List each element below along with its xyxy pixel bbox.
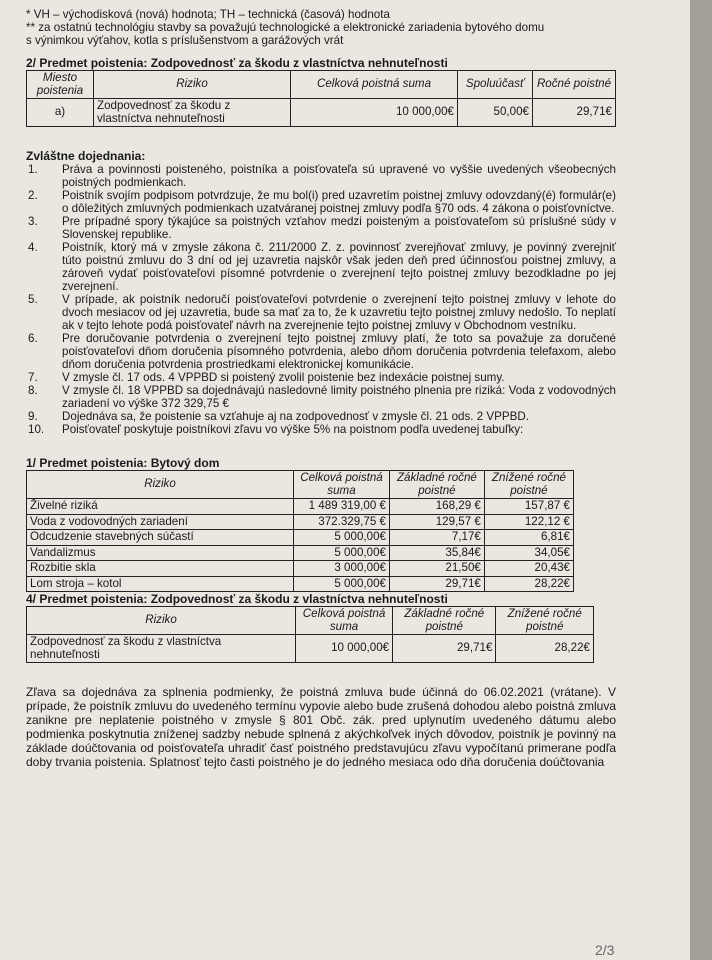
cell-base: 7,17€ bbox=[389, 530, 484, 546]
list-item bbox=[26, 163, 616, 189]
header-sum: Celková poistná suma bbox=[296, 607, 393, 635]
footnote-exceptions: s výnimkou výťahov, kotla s príslušenstvom a garážových vrát bbox=[26, 34, 344, 47]
item-text: Dojednáva sa, že poistenie sa vzťahuje aj na zodpovednosť v zmysle čl. 21 ods. 2 VPPBD. bbox=[62, 410, 529, 423]
table-row bbox=[27, 545, 574, 561]
table-row bbox=[27, 635, 594, 663]
cell-risk: Rozbitie skla bbox=[27, 561, 294, 577]
list-item bbox=[26, 371, 616, 384]
cell-sum: 372.329,75 € bbox=[294, 514, 390, 530]
header-base: Základné ročné poistné bbox=[393, 607, 496, 635]
item-text: V prípade, ak poistník nedoručí poisťovateľovi potvrdenie o zverejnení tejto poistnej zmluvy v lehote do dvoch mesiacov od jej uzavretia, bude sa mať za to, že k uzavretiu tejto poistnej zmluvy nedošlo. To neplatí ak v tejto lehote podá poisťovateľ návrh na zverejnenie tejto poistnej zmluvy v Obchodnom vestníku. bbox=[62, 293, 616, 332]
header-risk: Riziko bbox=[94, 71, 291, 99]
cell-risk: Odcudzenie stavebných súčastí bbox=[27, 530, 294, 546]
special-list bbox=[26, 163, 616, 436]
header-place: Miesto poistenia bbox=[27, 71, 94, 99]
cell-deductible: 50,00€ bbox=[458, 99, 533, 127]
item-text: Pre doručovanie potvrdenia o zverejnení tejto poistnej zmluvy platí, že toto sa považuje za doručené poisťovateľovi dňom doručenia písomného potvrdenia, alebo dňom doručenia potvrdenia telefaxom, alebo dňom doručenia potvrdenia prostriedkami elektronickej komunikácie. bbox=[62, 332, 616, 371]
header-sum: Celková poistná suma bbox=[291, 71, 458, 99]
footnote-technology: ** za ostatnú technológiu stavby sa považujú technologické a elektronické zariadenia bytového domu bbox=[26, 21, 545, 34]
cell-base: 129,57 € bbox=[389, 514, 484, 530]
list-item bbox=[26, 410, 616, 423]
cell-base: 21,50€ bbox=[389, 561, 484, 577]
cell-base: 29,71€ bbox=[393, 635, 496, 663]
item-number: 7. bbox=[28, 371, 38, 384]
item-number: 1. bbox=[28, 163, 38, 176]
section2-table bbox=[26, 70, 616, 127]
table-row bbox=[27, 499, 574, 515]
cell-reduced: 28,22€ bbox=[484, 576, 573, 592]
closing-paragraph: Zľava sa dojednáva za splnenia podmienky, že poistná zmluva bude účinná do 06.02.2021 (vrátane). V prípade, že poistník zmluvu do uvedeného termínu vypovie alebo bude zrušená dohodou alebo poistná zmluva zanikne pre neplatenie poistného v zmysle § 801 Obč. zák. pred uplynutím uvedeného dátumu alebo podmienka poskytnutia zníženej sadzby nebude splnená z akýchkoľvek iných dôvodov, poistník je povinný na základe doúčtovania od poisťovateľa uhradiť časť poistného predstavujúcu zľavu vypočítanú primerane podľa doby trvania poistenia. Splatnosť tejto časti poistného je do jedného mesiaca odo dňa doručenia doúčtovania bbox=[26, 685, 616, 769]
section1-table bbox=[26, 470, 574, 592]
section4-table bbox=[26, 606, 594, 663]
page-edge bbox=[690, 0, 712, 960]
table-row bbox=[27, 561, 574, 577]
list-item bbox=[26, 215, 616, 241]
section4-title: 4/ Predmet poistenia: Zodpovednosť za škodu z vlastníctva nehnuteľnosti bbox=[26, 592, 448, 606]
cell-base: 29,71€ bbox=[389, 576, 484, 592]
cell-sum: 5 000,00€ bbox=[294, 530, 390, 546]
header-reduced: Znížené ročné poistné bbox=[484, 471, 573, 499]
list-item bbox=[26, 189, 616, 215]
item-number: 9. bbox=[28, 410, 38, 423]
item-text: V zmysle čl. 18 VPPBD sa dojednávajú nasledovné limity poistného plnenia pre riziká: Voda z vodovodných zariadení vo výške 372 329,75 € bbox=[62, 384, 616, 410]
cell-reduced: 28,22€ bbox=[496, 635, 594, 663]
item-text: Pre prípadné spory týkajúce sa poistných vzťahov medzi poisteným a poisťovateľom sú príslušné súdy v Slovenskej republike. bbox=[62, 215, 616, 241]
cell-reduced: 6,81€ bbox=[484, 530, 573, 546]
item-number: 6. bbox=[28, 332, 38, 345]
item-text: Poistník svojím podpisom potvrdzuje, že mu bol(i) pred uzavretím poistnej zmluvy odovzdaný(é) formulár(e) o dôležitých zmluvných podmienkach uzatváranej poistnej zmluvy podľa §70 ods. 4 zákona o poisťovníctve. bbox=[62, 189, 616, 215]
header-deductible: Spoluúčasť bbox=[458, 71, 533, 99]
table-row bbox=[27, 99, 616, 127]
section4-header-row bbox=[27, 607, 594, 635]
cell-sum: 3 000,00€ bbox=[294, 561, 390, 577]
cell-reduced: 157,87 € bbox=[484, 499, 573, 515]
item-text: Poistník, ktorý má v zmysle zákona č. 211/2000 Z. z. povinnosť zverejňovať zmluvy, je povinný zverejniť túto poistnú zmluvu do 3 dní od jej uzavretia najskôr však jeden deň pred účinnosťou poistnej zmluvy, a zároveň vydať poisťovateľovi písomné potvrdenie o zverejnení tejto poistnej zmluvy bezodkladne po jej zverejnení. bbox=[62, 241, 616, 293]
list-item bbox=[26, 423, 616, 436]
cell-risk: Voda z vodovodných zariadení bbox=[27, 514, 294, 530]
cell-risk: Lom stroja – kotol bbox=[27, 576, 294, 592]
item-text: Práva a povinnosti poisteného, poistníka a poisťovateľa sú upravené vo vyššie uvedených všeobecných poistných podmienkach. bbox=[62, 163, 616, 189]
section1-title: 1/ Predmet poistenia: Bytový dom bbox=[26, 456, 220, 470]
header-risk: Riziko bbox=[27, 607, 296, 635]
item-text: V zmysle čl. 17 ods. 4 VPPBD si poistený zvolil poistenie bez indexácie poistnej sumy. bbox=[62, 371, 505, 384]
item-number: 2. bbox=[28, 189, 38, 202]
header-annual: Ročné poistné bbox=[533, 71, 616, 99]
list-item bbox=[26, 332, 616, 371]
cell-place: a) bbox=[27, 99, 94, 127]
cell-risk: Zodpovednosť za škodu z vlastníctva nehnuteľnosti bbox=[27, 635, 296, 663]
list-item bbox=[26, 384, 616, 410]
item-number: 4. bbox=[28, 241, 38, 254]
table-row bbox=[27, 514, 574, 530]
cell-sum: 5 000,00€ bbox=[294, 576, 390, 592]
cell-reduced: 34,05€ bbox=[484, 545, 573, 561]
section2-title: 2/ Predmet poistenia: Zodpovednosť za škodu z vlastníctva nehnuteľnosti bbox=[26, 56, 448, 70]
special-title: Zvláštne dojednania: bbox=[26, 149, 146, 163]
cell-base: 168,29 € bbox=[389, 499, 484, 515]
footnote-vh: * VH – východisková (nová) hodnota; TH – technická (časová) hodnota bbox=[26, 8, 390, 21]
cell-annual: 29,71€ bbox=[533, 99, 616, 127]
cell-risk: Vandalizmus bbox=[27, 545, 294, 561]
header-sum: Celková poistná suma bbox=[294, 471, 390, 499]
header-risk: Riziko bbox=[27, 471, 294, 499]
page-number: 2/3 bbox=[595, 942, 615, 958]
cell-sum: 10 000,00€ bbox=[291, 99, 458, 127]
cell-risk: Zodpovednosť za škodu z vlastníctva nehnuteľnosti bbox=[94, 99, 291, 127]
item-number: 5. bbox=[28, 293, 38, 306]
item-text: Poisťovateľ poskytuje poistníkovi zľavu vo výške 5% na poistnom podľa uvedenej tabuľky: bbox=[62, 423, 524, 436]
cell-risk: Živelné riziká bbox=[27, 499, 294, 515]
header-base: Základné ročné poistné bbox=[389, 471, 484, 499]
cell-base: 35,84€ bbox=[389, 545, 484, 561]
table-row bbox=[27, 530, 574, 546]
item-number: 3. bbox=[28, 215, 38, 228]
cell-sum: 5 000,00€ bbox=[294, 545, 390, 561]
item-number: 10. bbox=[28, 423, 45, 436]
cell-reduced: 20,43€ bbox=[484, 561, 573, 577]
list-item bbox=[26, 293, 616, 332]
page-content bbox=[26, 8, 616, 769]
header-reduced: Znížené ročné poistné bbox=[496, 607, 594, 635]
list-item bbox=[26, 241, 616, 293]
section2-header-row bbox=[27, 71, 616, 99]
cell-sum: 10 000,00€ bbox=[296, 635, 393, 663]
table-row bbox=[27, 576, 574, 592]
section1-header-row bbox=[27, 471, 574, 499]
item-number: 8. bbox=[28, 384, 38, 397]
cell-reduced: 122,12 € bbox=[484, 514, 573, 530]
cell-sum: 1 489 319,00 € bbox=[294, 499, 390, 515]
